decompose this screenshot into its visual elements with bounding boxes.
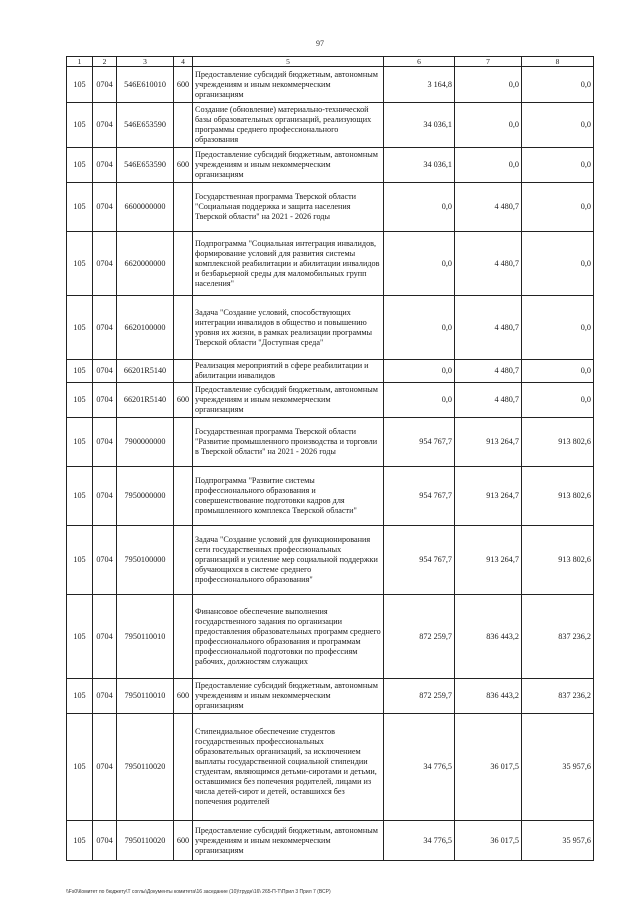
- cell-section: 0704: [93, 232, 117, 296]
- cell-section: 0704: [93, 418, 117, 467]
- cell-amount-year2: 4 480,7: [455, 360, 522, 383]
- table-row: [67, 148, 594, 183]
- cell-amount-year1: 954 767,7: [384, 467, 455, 526]
- cell-expense-type: [174, 232, 193, 296]
- cell-target-article: 6600000000: [117, 183, 174, 232]
- cell-expense-type: [174, 467, 193, 526]
- cell-amount-year1: 0,0: [384, 183, 455, 232]
- column-number: 8: [522, 57, 594, 67]
- table-row: [67, 103, 594, 148]
- cell-expense-type: [174, 595, 193, 679]
- cell-target-article: 546E610010: [117, 67, 174, 103]
- cell-amount-year1: 34 036,1: [384, 148, 455, 183]
- cell-target-article: 7950110010: [117, 595, 174, 679]
- cell-ministry: 105: [67, 232, 93, 296]
- cell-amount-year1: 872 259,7: [384, 595, 455, 679]
- table-row: [67, 467, 594, 526]
- cell-target-article: 7950110020: [117, 714, 174, 821]
- cell-amount-year2: 36 017,5: [455, 714, 522, 821]
- cell-ministry: 105: [67, 821, 93, 861]
- page-number: 97: [316, 39, 324, 48]
- cell-target-article: 7950000000: [117, 467, 174, 526]
- cell-expense-type: [174, 103, 193, 148]
- cell-amount-year2: 836 443,2: [455, 679, 522, 714]
- cell-amount-year3: 0,0: [522, 183, 594, 232]
- cell-expense-type: [174, 714, 193, 821]
- cell-amount-year1: 34 776,5: [384, 821, 455, 861]
- cell-amount-year2: 913 264,7: [455, 526, 522, 595]
- cell-section: 0704: [93, 148, 117, 183]
- cell-target-article: 546E653590: [117, 103, 174, 148]
- cell-amount-year1: 954 767,7: [384, 526, 455, 595]
- cell-amount-year3: 913 802,6: [522, 418, 594, 467]
- cell-amount-year3: 837 236,2: [522, 679, 594, 714]
- cell-ministry: 105: [67, 103, 93, 148]
- cell-amount-year3: 0,0: [522, 103, 594, 148]
- cell-amount-year3: 837 236,2: [522, 595, 594, 679]
- cell-amount-year3: 0,0: [522, 383, 594, 418]
- cell-amount-year2: 4 480,7: [455, 296, 522, 360]
- cell-ministry: 105: [67, 383, 93, 418]
- cell-expense-type: [174, 418, 193, 467]
- cell-section: 0704: [93, 103, 117, 148]
- column-number: 4: [174, 57, 193, 67]
- cell-amount-year3: 913 802,6: [522, 526, 594, 595]
- cell-ministry: 105: [67, 183, 93, 232]
- cell-section: 0704: [93, 526, 117, 595]
- cell-expense-type: 600: [174, 148, 193, 183]
- cell-ministry: 105: [67, 467, 93, 526]
- cell-amount-year3: 0,0: [522, 148, 594, 183]
- cell-target-article: 546E653590: [117, 148, 174, 183]
- cell-description: Подпрограмма "Развитие системы профессионального образования и совершенствование подготовки кадров для промышленного комплекса Тверской области": [193, 467, 384, 526]
- cell-ministry: 105: [67, 296, 93, 360]
- table-row: [67, 714, 594, 821]
- cell-description: Задача "Создание условий для функционирования сети государственных профессиональных организаций и усиление мер социальной поддержки обучающихся в системе среднего профессионального образования": [193, 526, 384, 595]
- cell-ministry: 105: [67, 679, 93, 714]
- table-row: [67, 296, 594, 360]
- cell-section: 0704: [93, 821, 117, 861]
- cell-section: 0704: [93, 183, 117, 232]
- cell-description: Реализация мероприятий в сфере реабилитации и абилитации инвалидов: [193, 360, 384, 383]
- cell-description: Подпрограмма "Социальная интеграция инвалидов, формирование условий для развития системы комплексной реабилитации и абилитации инвалидов и безбарьерной среды для маломобильных групп населения": [193, 232, 384, 296]
- table-row: [67, 67, 594, 103]
- cell-target-article: 6620100000: [117, 296, 174, 360]
- table-row: [67, 418, 594, 467]
- cell-amount-year2: 4 480,7: [455, 232, 522, 296]
- footer-file-path: \\Fs0\Комитет по бюджету\Т соглы\Документы комитета\16 заседание (10)\трудн\16\ 265-П-Т\Прил 3 Прил 7 (ВСР): [66, 889, 331, 895]
- column-number: 1: [67, 57, 93, 67]
- cell-section: 0704: [93, 467, 117, 526]
- cell-amount-year2: 36 017,5: [455, 821, 522, 861]
- cell-amount-year1: 0,0: [384, 360, 455, 383]
- cell-description: Задача "Создание условий, способствующих интеграции инвалидов в общество и повышению уровня их жизни, в рамках реализации программы Тверской области "Доступная среда": [193, 296, 384, 360]
- cell-amount-year2: 0,0: [455, 103, 522, 148]
- cell-section: 0704: [93, 679, 117, 714]
- column-number: 6: [384, 57, 455, 67]
- cell-ministry: 105: [67, 67, 93, 103]
- cell-ministry: 105: [67, 714, 93, 821]
- table-row: [67, 360, 594, 383]
- budget-table: [66, 56, 594, 861]
- cell-amount-year2: 4 480,7: [455, 183, 522, 232]
- cell-target-article: 6620000000: [117, 232, 174, 296]
- cell-expense-type: [174, 526, 193, 595]
- cell-expense-type: [174, 360, 193, 383]
- cell-amount-year2: 913 264,7: [455, 418, 522, 467]
- table-row: [67, 232, 594, 296]
- cell-ministry: 105: [67, 148, 93, 183]
- cell-amount-year3: 0,0: [522, 360, 594, 383]
- cell-ministry: 105: [67, 595, 93, 679]
- cell-amount-year3: 35 957,6: [522, 821, 594, 861]
- cell-amount-year2: 4 480,7: [455, 383, 522, 418]
- cell-description: Предоставление субсидий бюджетным, автономным учреждениям и иным некоммерческим организациям: [193, 148, 384, 183]
- cell-amount-year1: 34 776,5: [384, 714, 455, 821]
- cell-amount-year1: 34 036,1: [384, 103, 455, 148]
- cell-target-article: 66201R5140: [117, 383, 174, 418]
- cell-amount-year1: 0,0: [384, 383, 455, 418]
- cell-target-article: 66201R5140: [117, 360, 174, 383]
- cell-amount-year1: 3 164,8: [384, 67, 455, 103]
- cell-expense-type: 600: [174, 679, 193, 714]
- column-number: 2: [93, 57, 117, 67]
- cell-section: 0704: [93, 360, 117, 383]
- cell-target-article: 7950100000: [117, 526, 174, 595]
- cell-amount-year2: 0,0: [455, 148, 522, 183]
- cell-amount-year3: 913 802,6: [522, 467, 594, 526]
- cell-description: Предоставление субсидий бюджетным, автономным учреждениям и иным некоммерческим организациям: [193, 67, 384, 103]
- cell-target-article: 7950110010: [117, 679, 174, 714]
- cell-description: Предоставление субсидий бюджетным, автономным учреждениям и иным некоммерческим организациям: [193, 679, 384, 714]
- column-number-row: [67, 57, 594, 67]
- cell-amount-year3: 35 957,6: [522, 714, 594, 821]
- cell-section: 0704: [93, 383, 117, 418]
- table-row: [67, 679, 594, 714]
- column-number: 5: [193, 57, 384, 67]
- cell-description: Финансовое обеспечение выполнения государственного задания по организации предоставления образовательных программ среднего профессионального образования и программам профессиональной подготовки по профессиям рабочих, должностям служащих: [193, 595, 384, 679]
- table-row: [67, 183, 594, 232]
- cell-amount-year2: 913 264,7: [455, 467, 522, 526]
- table-row: [67, 383, 594, 418]
- cell-description: Предоставление субсидий бюджетным, автономным учреждениям и иным некоммерческим организациям: [193, 383, 384, 418]
- column-number: 7: [455, 57, 522, 67]
- cell-expense-type: 600: [174, 383, 193, 418]
- cell-description: Предоставление субсидий бюджетным, автономным учреждениям и иным некоммерческим организациям: [193, 821, 384, 861]
- cell-section: 0704: [93, 296, 117, 360]
- cell-description: Создание (обновление) материально-технической базы образовательных организаций, реализующих программы среднего профессионального образования: [193, 103, 384, 148]
- cell-amount-year3: 0,0: [522, 296, 594, 360]
- cell-description: Стипендиальное обеспечение студентов государственных профессиональных образовательных организаций, за исключением выплаты государственной социальной стипендии студентам, являющимся детьми-сиротами и детьми, оставшимися без попечения родителей, лицами из числа детей-сирот и детей, оставшихся без попечения родителей: [193, 714, 384, 821]
- cell-amount-year2: 836 443,2: [455, 595, 522, 679]
- column-number: 3: [117, 57, 174, 67]
- cell-amount-year2: 0,0: [455, 67, 522, 103]
- cell-section: 0704: [93, 714, 117, 821]
- cell-amount-year1: 872 259,7: [384, 679, 455, 714]
- table-row: [67, 595, 594, 679]
- cell-expense-type: [174, 183, 193, 232]
- cell-amount-year1: 0,0: [384, 232, 455, 296]
- cell-amount-year3: 0,0: [522, 67, 594, 103]
- cell-section: 0704: [93, 595, 117, 679]
- cell-expense-type: 600: [174, 821, 193, 861]
- cell-section: 0704: [93, 67, 117, 103]
- cell-target-article: 7900000000: [117, 418, 174, 467]
- cell-target-article: 7950110020: [117, 821, 174, 861]
- cell-amount-year1: 0,0: [384, 296, 455, 360]
- cell-amount-year1: 954 767,7: [384, 418, 455, 467]
- table-row: [67, 526, 594, 595]
- cell-ministry: 105: [67, 418, 93, 467]
- cell-ministry: 105: [67, 360, 93, 383]
- cell-expense-type: [174, 296, 193, 360]
- cell-expense-type: 600: [174, 67, 193, 103]
- cell-description: Государственная программа Тверской области "Развитие промышленного производства и торговли в Тверской области" на 2021 - 2026 годы: [193, 418, 384, 467]
- table-row: [67, 821, 594, 861]
- cell-ministry: 105: [67, 526, 93, 595]
- cell-description: Государственная программа Тверской области "Социальная поддержка и защита населения Тверской области" на 2021 - 2026 годы: [193, 183, 384, 232]
- cell-amount-year3: 0,0: [522, 232, 594, 296]
